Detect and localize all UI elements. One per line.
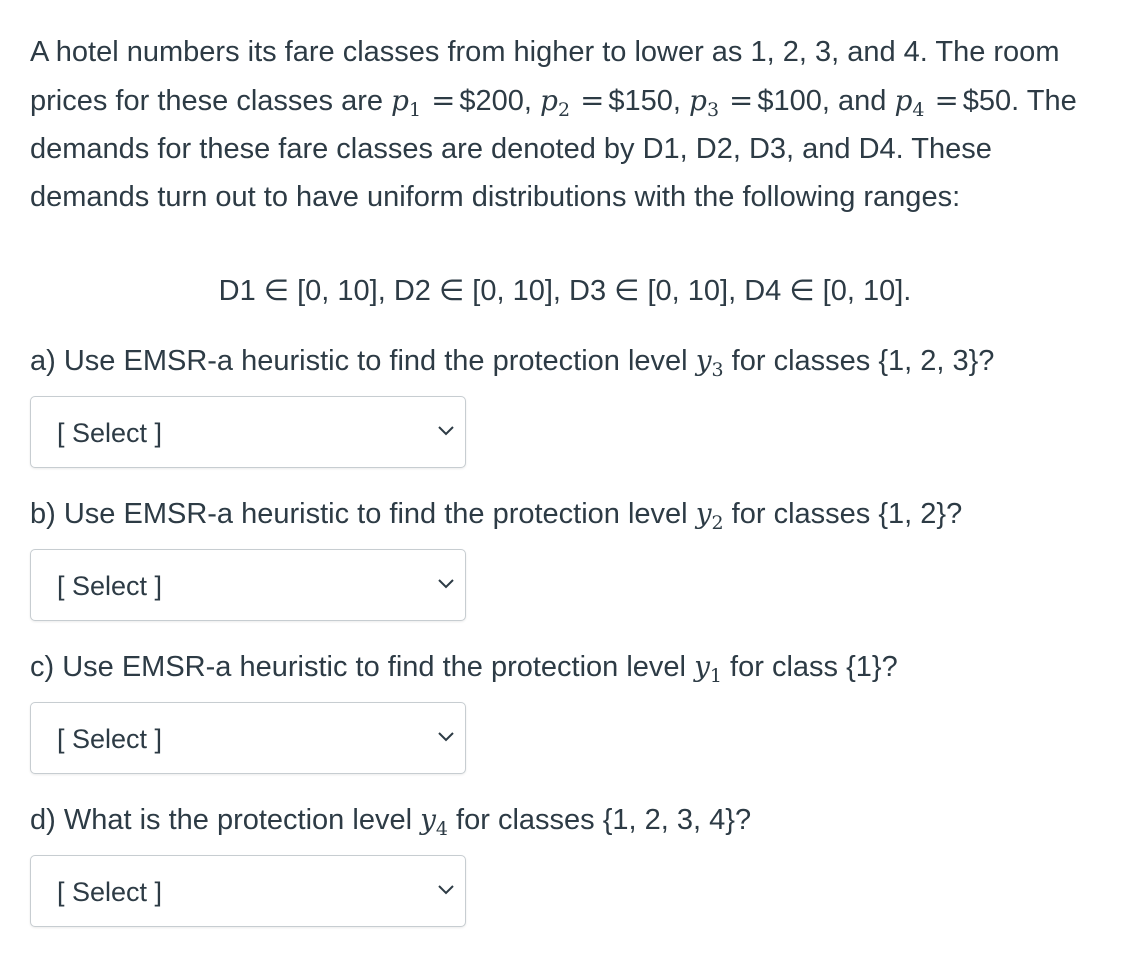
question-intro: A hotel numbers its fare classes from higher to lower as 1, 2, 3, and 4. The room prices for these classes are $p_1$ = $200, $p_2$ = $150, $p_3$ = $100, and $p_4$ = $50. The demands for these fare classes are denoted by D1, D2, D3, and D4. These demands turn out to have uniform distributions with the following ranges: xyxy=(30,36,1077,213)
price-symbol-p1: $p_1$ xyxy=(391,84,422,121)
part-b-answer-select[interactable] xyxy=(30,549,466,621)
part-c-prompt: c) Use EMSR-a heuristic to find the protection level $y_1$ for class {1}? xyxy=(30,650,898,687)
chevron-down-icon xyxy=(437,578,455,590)
symbol-y3: $y_3$ xyxy=(695,344,724,381)
question-body xyxy=(30,28,1110,927)
price-symbol-p2: $p_2$ xyxy=(540,84,571,121)
part-d-answer-select[interactable] xyxy=(30,855,466,927)
intro-text-end: $50. The demands for these fare classes are denoted by D1, D2, D3, and D4. These demands turn out to have uniform distributions with the following ranges: xyxy=(30,85,1077,213)
chevron-down-icon xyxy=(437,884,455,896)
intro-text-start: A hotel numbers its fare classes from higher to lower as 1, 2, 3, and 4. The room prices for these classes are xyxy=(30,36,1060,117)
part-b-select-value: [ Select ] xyxy=(57,571,163,601)
chevron-down-icon xyxy=(437,425,455,437)
part-d-select-value: [ Select ] xyxy=(57,877,163,907)
demand-ranges: D1 ∈ [0, 10], D2 ∈ [0, 10], D3 ∈ [0, 10], D4 ∈ [0, 10]. xyxy=(218,275,912,307)
price-symbol-p4: $p_4$ xyxy=(894,84,925,121)
symbol-y4: $y_4$ xyxy=(420,803,448,840)
part-c-answer-select[interactable] xyxy=(30,702,466,774)
part-a-select-value: [ Select ] xyxy=(57,418,163,448)
price-symbol-p3: $p_3$ xyxy=(689,84,720,121)
part-d-prompt: d) What is the protection level $y_4$ for classes {1, 2, 3, 4}? xyxy=(30,803,752,840)
part-a-answer-select[interactable] xyxy=(30,396,466,468)
part-c-select-value: [ Select ] xyxy=(57,724,163,754)
symbol-y2: $y_2$ xyxy=(695,497,724,534)
price-p3-value: $100, and xyxy=(757,85,895,117)
chevron-down-icon xyxy=(437,731,455,743)
part-b-prompt: b) Use EMSR-a heuristic to find the protection level $y_2$ for classes {1, 2}? xyxy=(30,497,963,534)
part-a-prompt: a) Use EMSR-a heuristic to find the protection level $y_3$ for classes {1, 2, 3}? xyxy=(30,344,995,381)
price-p1-value: $200, xyxy=(459,85,541,117)
price-p2-value: $150, xyxy=(608,85,690,117)
symbol-y1: $y_1$ xyxy=(694,650,722,687)
